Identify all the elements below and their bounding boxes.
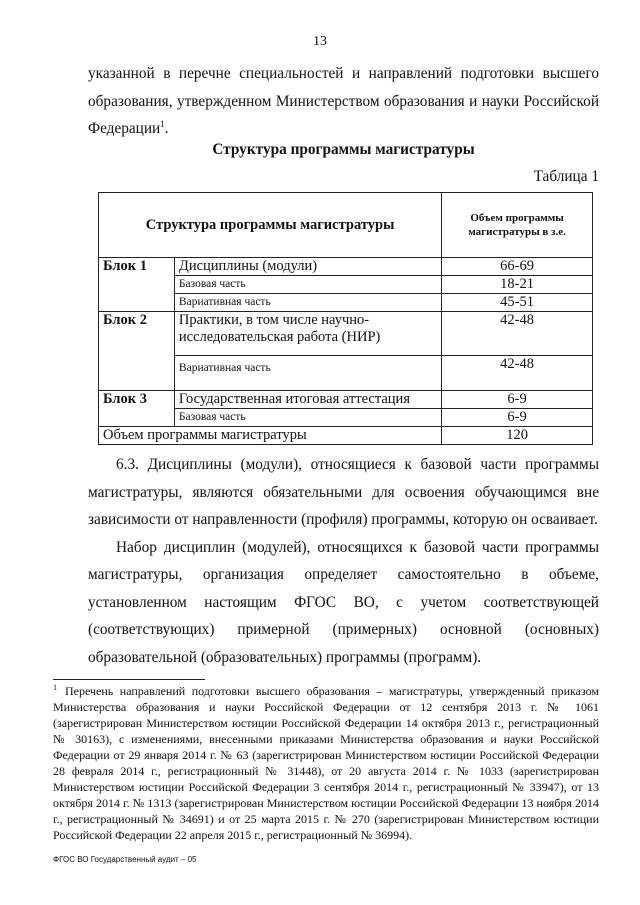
block-1-label: Блок 1	[99, 258, 175, 312]
intro-line-3-text: Федерации	[88, 120, 161, 137]
block-1-variable-part: Вариативная часть	[174, 294, 441, 312]
block-2-volume: 42-48	[442, 312, 593, 356]
table-row	[99, 391, 593, 409]
page-number: 13	[313, 34, 327, 49]
intro-paragraph	[88, 60, 599, 143]
footnote-reference[interactable]: 1	[160, 118, 165, 129]
header-structure: Структура программы магистратуры	[99, 193, 442, 258]
block-3-base-volume: 6-9	[442, 409, 593, 427]
table-heading: Структура программы магистратуры	[212, 141, 475, 158]
block-2-variable-part: Вариативная часть	[174, 356, 441, 391]
block-1-base-part: Базовая часть	[174, 276, 441, 294]
total-volume: 120	[442, 427, 593, 445]
block-1-volume: 66-69	[442, 258, 593, 276]
header-volume: Объем программы магистратуры в з.е.	[442, 193, 593, 258]
total-label: Объем программы магистратуры	[99, 427, 442, 445]
footnote-text: Перечень направлений подготовки высшего образования – магистратуры, утвержденный приказом Министерства образования и науки Российской Федерации от 12 сентября 2013 г. № 1061 (зарегистрирован Министерством юстиции Российской Федерации 14 октября 2013 г., регистрационный № 30163), с изменениями, внесенными приказами Министерства образования и науки Российской Федерации от 29 января 2014 г. № 63 (зарегистрирован Министерством юстиции Российской Федерации 28 февраля 2014 г., регистрационный № 31448), от 20 августа 2014 г. № 1033 (зарегистрирован Министерством юстиции Российской Федерации 3 сентября 2014 г., регистрационный № 33947), от 13 октября 2014 г. № 1313 (зарегистрирован Министерством юстиции Российской Федерации 13 ноября 2014 г., регистрационный № 34691) и от 25 марта 2015 г. № 270 (зарегистрирован Министерством юстиции Российской Федерации 22 апреля 2015 г., регистрационный № 36994).	[53, 684, 599, 842]
paragraph-discipline-set: Набор дисциплин (модулей), относящихся к базовой части программы магистратуры, организация определяет самостоятельно в объеме, установленном настоящим ФГОС ВО, с учетом соответствующей (соответствующих) примерной (примерных) основной (основных) образовательной (образовательных) программы (программ).	[88, 538, 599, 666]
table-total-row	[99, 427, 593, 445]
block-1-base-volume: 18-21	[442, 276, 593, 294]
block-1-component: Дисциплины (модули)	[174, 258, 441, 276]
footnote	[53, 683, 599, 843]
block-2-variable-volume: 42-48	[442, 356, 593, 391]
block-1-variable-volume: 45-51	[442, 294, 593, 312]
table-row	[99, 258, 593, 276]
intro-line-3-end: .	[164, 120, 169, 137]
page-footer: ФГОС ВО Государственный аудит – 05	[53, 855, 197, 864]
block-2-component: Практики, в том числе научно-исследовательская работа (НИР)	[174, 312, 441, 356]
program-structure-table	[98, 192, 593, 445]
paragraph-6-3: 6.3. Дисциплины (модули), относящиеся к базовой части программы магистратуры, являются обязательными для освоения обучающимся вне зависимости от направленности (профиля) программы, которую он осваивает.	[88, 456, 599, 528]
block-3-component: Государственная итоговая аттестация	[174, 391, 441, 409]
table-label: Таблица 1	[533, 168, 599, 185]
table-header-row	[99, 193, 593, 258]
block-3-base-part: Базовая часть	[174, 409, 441, 427]
intro-line-2: образования, утвержденном Министерством образования и науки Российской	[88, 92, 599, 110]
intro-line-1: указанной в перечне специальностей и направлений подготовки высшего	[88, 65, 599, 82]
footnote-mark: 1	[53, 683, 57, 692]
body-text	[88, 451, 599, 671]
block-3-label: Блок 3	[99, 391, 175, 427]
block-3-volume: 6-9	[442, 391, 593, 409]
footnote-divider	[53, 679, 205, 680]
block-2-label: Блок 2	[99, 312, 175, 391]
table-row	[99, 312, 593, 356]
intro-line-3	[88, 115, 599, 143]
footnote-text-block	[53, 683, 599, 843]
